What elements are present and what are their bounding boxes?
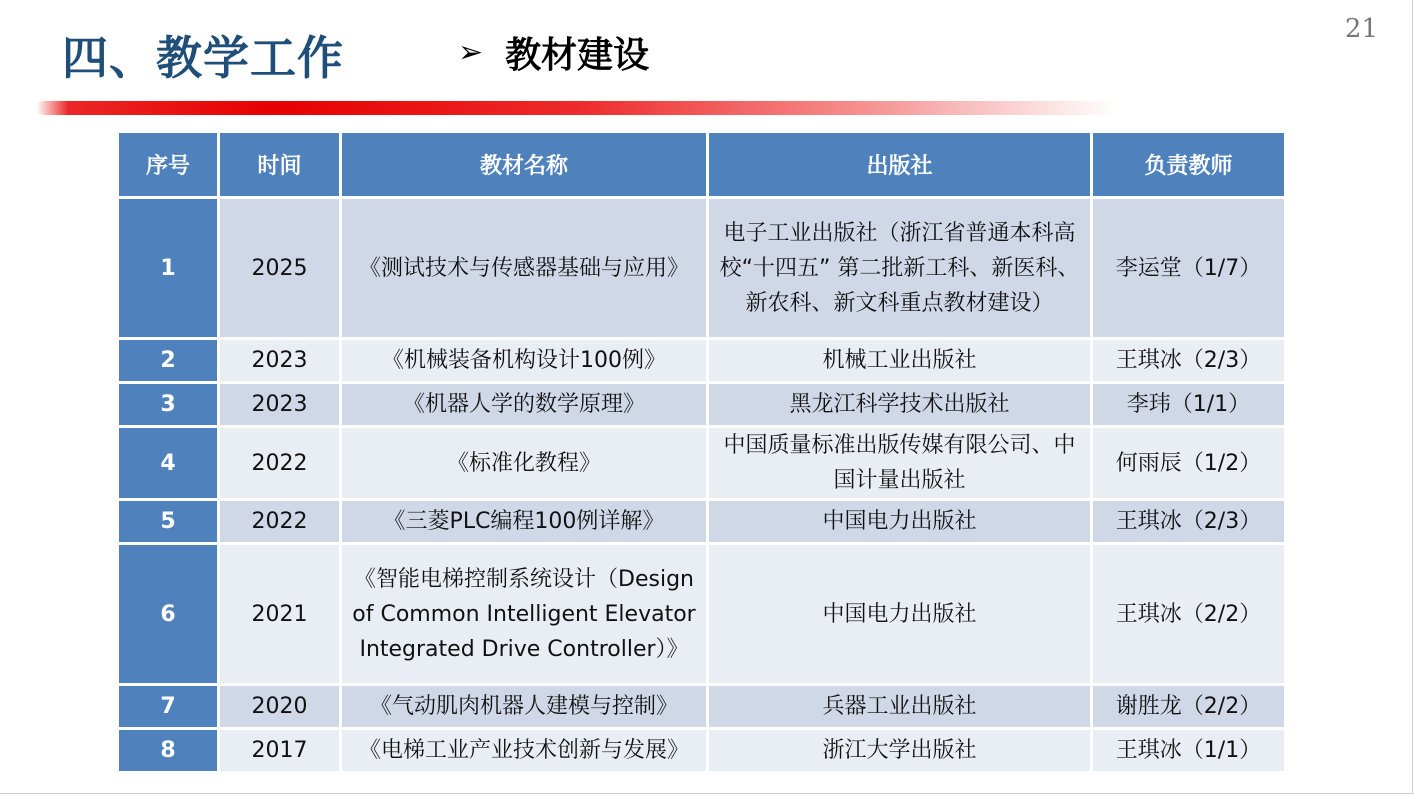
teacher-cell: 李玮（1/1） xyxy=(1092,383,1286,427)
table-row xyxy=(118,339,1286,383)
table-row xyxy=(118,198,1286,339)
year-cell: 2020 xyxy=(219,685,341,729)
year-cell: 2023 xyxy=(219,383,341,427)
publisher-cell: 中国质量标准出版传媒有限公司、中国计量出版社 xyxy=(708,427,1092,500)
textbook-title-cell: 《机械装备机构设计100例》 xyxy=(341,339,708,383)
header-cell: 负责教师 xyxy=(1092,132,1286,198)
table-row xyxy=(118,729,1286,773)
textbook-title-cell: 《电梯工业产业技术创新与发展》 xyxy=(341,729,708,773)
teacher-cell: 王琪冰（1/1） xyxy=(1092,729,1286,773)
year-cell: 2023 xyxy=(219,339,341,383)
textbook-table xyxy=(116,130,1287,774)
section-heading-text: 教材建设 xyxy=(505,35,650,76)
year-cell: 2022 xyxy=(219,500,341,544)
teacher-cell: 谢胜龙（2/2） xyxy=(1092,685,1286,729)
year-cell: 2022 xyxy=(219,427,341,500)
row-index: 4 xyxy=(118,427,219,500)
row-index: 5 xyxy=(118,500,219,544)
table-row xyxy=(118,544,1286,685)
teacher-cell: 李运堂（1/7） xyxy=(1092,198,1286,339)
textbook-title-cell: 《机器人学的数学原理》 xyxy=(341,383,708,427)
teacher-cell: 何雨辰（1/2） xyxy=(1092,427,1286,500)
publisher-cell: 兵器工业出版社 xyxy=(708,685,1092,729)
teacher-cell: 王琪冰（2/3） xyxy=(1092,339,1286,383)
publisher-cell: 浙江大学出版社 xyxy=(708,729,1092,773)
textbook-title-cell: 《智能电梯控制系统设计（Design of Common Intelligent Elevator Integrated Drive Controller）》 xyxy=(341,544,708,685)
year-cell: 2017 xyxy=(219,729,341,773)
header-cell: 序号 xyxy=(118,132,219,198)
teacher-cell: 王琪冰（2/2） xyxy=(1092,544,1286,685)
row-index: 8 xyxy=(118,729,219,773)
publisher-cell: 黑龙江科学技术出版社 xyxy=(708,383,1092,427)
table-header-row xyxy=(118,132,1286,198)
publisher-cell: 中国电力出版社 xyxy=(708,500,1092,544)
year-cell: 2025 xyxy=(219,198,341,339)
header-cell: 时间 xyxy=(219,132,341,198)
page-title: 四、教学工作 xyxy=(62,31,344,85)
teacher-cell: 王琪冰（2/3） xyxy=(1092,500,1286,544)
publisher-cell: 机械工业出版社 xyxy=(708,339,1092,383)
table-row xyxy=(118,685,1286,729)
year-cell: 2021 xyxy=(219,544,341,685)
table-row xyxy=(118,500,1286,544)
row-index: 3 xyxy=(118,383,219,427)
publisher-cell: 电子工业出版社（浙江省普通本科高校“十四五” 第二批新工科、新医科、新农科、新文科重点教材建设） xyxy=(708,198,1092,339)
title-underline-bar xyxy=(36,101,1116,115)
header-cell: 出版社 xyxy=(708,132,1092,198)
textbook-title-cell: 《三菱PLC编程100例详解》 xyxy=(341,500,708,544)
publisher-cell: 中国电力出版社 xyxy=(708,544,1092,685)
header-cell: 教材名称 xyxy=(341,132,708,198)
table-row xyxy=(118,383,1286,427)
row-index: 7 xyxy=(118,685,219,729)
textbook-title-cell: 《标准化教程》 xyxy=(341,427,708,500)
row-index: 2 xyxy=(118,339,219,383)
row-index: 6 xyxy=(118,544,219,685)
textbook-title-cell: 《测试技术与传感器基础与应用》 xyxy=(341,198,708,339)
row-index: 1 xyxy=(118,198,219,339)
table-row xyxy=(118,427,1286,500)
section-heading xyxy=(458,27,649,78)
textbook-title-cell: 《气动肌肉机器人建模与控制》 xyxy=(341,685,708,729)
page-number: 21 xyxy=(1344,14,1378,44)
arrow-bullet-icon: ➢ xyxy=(458,34,484,70)
